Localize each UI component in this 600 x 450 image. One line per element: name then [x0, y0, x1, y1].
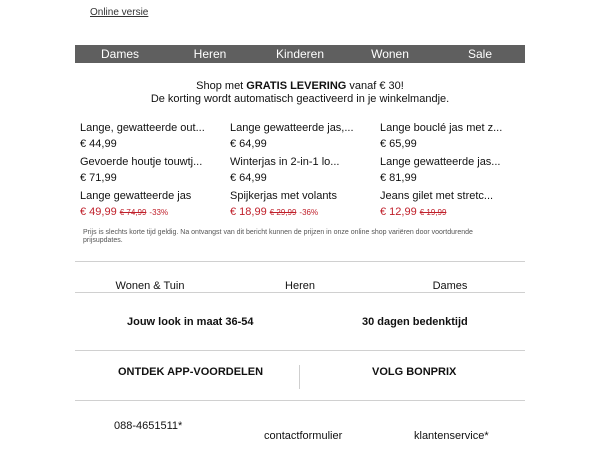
customer-service-link[interactable]: klantenservice*	[414, 430, 489, 442]
product-name[interactable]: Jeans gilet met stretc...	[380, 190, 494, 202]
promo-text-post: vanaf € 30!	[346, 80, 404, 92]
product-item[interactable]	[375, 120, 525, 154]
product-price	[380, 204, 525, 221]
price-old: € 74,99	[119, 208, 147, 217]
product-item[interactable]	[75, 188, 225, 222]
product-item[interactable]	[75, 154, 225, 188]
vertical-divider	[299, 365, 300, 389]
price-current: € 71,99	[80, 172, 117, 184]
usp-return-period: 30 dagen bedenktijd	[362, 316, 468, 328]
product-item[interactable]	[375, 188, 525, 222]
product-item[interactable]	[225, 120, 375, 154]
promo-line-2: De korting wordt automatisch geactiveerd in je winkelmandje.	[150, 93, 450, 105]
price-current: € 65,99	[380, 138, 417, 150]
price-sale: € 18,99	[230, 206, 267, 218]
usp-sizes: Jouw look in maat 36-54	[127, 316, 254, 328]
promo-highlight: GRATIS LEVERING	[246, 80, 347, 92]
product-price	[230, 136, 375, 152]
phone-number[interactable]: 088-4651511*	[114, 420, 183, 432]
price-current: € 64,99	[230, 138, 267, 150]
online-version-link[interactable]: Online versie	[90, 7, 149, 18]
price-old: € 19,99	[419, 208, 447, 217]
product-price	[80, 170, 225, 186]
promo-banner	[75, 80, 525, 106]
category-link-heren[interactable]: Heren	[285, 280, 315, 292]
app-benefits-link[interactable]: ONTDEK APP-VOORDELEN	[118, 366, 264, 378]
product-name[interactable]: Winterjas in 2-in-1 lo...	[230, 156, 340, 168]
price-old: € 29,99	[269, 208, 297, 217]
product-price	[80, 136, 225, 152]
price-disclaimer: Prijs is slechts korte tijd geldig. Na ontvangst van dit bericht kunnen de prijzen in onze online shop variëren door voortdurende prijsupdates.	[83, 229, 473, 244]
product-price	[230, 170, 375, 186]
product-item[interactable]	[225, 154, 375, 188]
discount-badge: -33%	[149, 208, 169, 217]
nav-item-dames[interactable]: Dames	[100, 47, 139, 61]
price-current: € 81,99	[380, 172, 417, 184]
product-name[interactable]: Spijkerjas met volants	[230, 190, 337, 202]
nav-item-wonen[interactable]: Wonen	[371, 47, 409, 61]
product-item[interactable]	[225, 188, 375, 222]
main-navigation	[75, 45, 525, 63]
product-price	[380, 136, 525, 152]
product-item[interactable]	[75, 120, 225, 154]
product-price	[230, 204, 375, 221]
discount-badge: -36%	[299, 208, 319, 217]
category-link-dames[interactable]: Dames	[432, 280, 468, 292]
product-name[interactable]: Gevoerde houtje touwtj...	[80, 156, 203, 168]
product-name[interactable]: Lange gewatteerde jas...	[380, 156, 501, 168]
follow-bonprix-link[interactable]: VOLG BONPRIX	[372, 366, 457, 378]
product-name[interactable]: Lange, gewatteerde out...	[80, 122, 205, 134]
category-links	[75, 280, 525, 292]
price-sale: € 49,99	[80, 206, 117, 218]
product-name[interactable]: Lange gewatteerde jas	[80, 190, 192, 202]
price-current: € 44,99	[80, 138, 117, 150]
category-link-wonen-tuin[interactable]: Wonen & Tuin	[115, 280, 185, 292]
price-sale: € 12,99	[380, 206, 417, 218]
promo-line-1	[75, 80, 525, 93]
nav-item-heren[interactable]: Heren	[193, 47, 227, 61]
product-item[interactable]	[375, 154, 525, 188]
promo-text-pre: Shop met	[196, 80, 247, 92]
divider	[75, 350, 525, 351]
product-name[interactable]: Lange gewatteerde jas,...	[230, 122, 354, 134]
product-price	[380, 170, 525, 186]
nav-item-kinderen[interactable]: Kinderen	[275, 47, 325, 61]
divider	[75, 261, 525, 262]
product-name[interactable]: Lange bouclé jas met z...	[380, 122, 503, 134]
contact-form-link[interactable]: contactformulier	[264, 430, 343, 442]
product-price	[80, 204, 225, 221]
divider	[75, 292, 525, 293]
nav-item-sale[interactable]: Sale	[467, 47, 493, 61]
price-current: € 64,99	[230, 172, 267, 184]
product-grid	[75, 120, 525, 222]
divider	[75, 400, 525, 401]
